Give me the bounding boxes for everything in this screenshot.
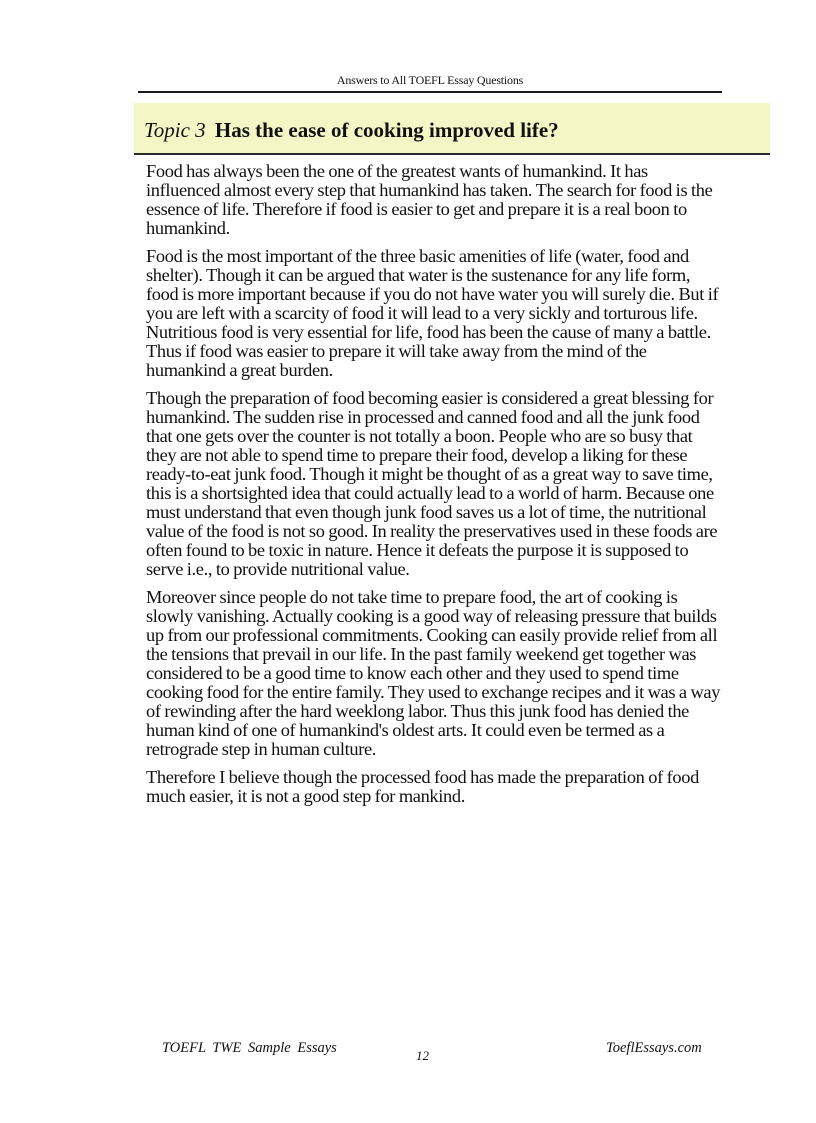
topic-label: Topic 3 <box>144 118 206 142</box>
footer-book-title: TOEFL TWE Sample Essays <box>162 1040 337 1056</box>
topic-banner <box>134 103 770 155</box>
topic-heading <box>144 117 559 143</box>
essay-body <box>146 162 724 815</box>
essay-paragraph-4: Moreover since people do not take time to prepare food, the art of cooking is slowly vanishing. Actually cooking is a good way of releasing pressure that builds up from our professional commitments. Cooking can easily provide relief from all the tensions that prevail in our life. In the past family weekend get together was considered to be a good time to know each other and they used to spend time cooking food for the entire family. They used to exchange recipes and it was a way of rewinding after the hard weeklong labor. Thus this junk food has denied the human kind of one of humankind's oldest arts. It could even be termed as a retrograde step in human culture. <box>146 587 721 759</box>
essay-paragraph-1: Food has always been the one of the greatest wants of humankind. It has influenced almost every step that humankind has taken. The search for food is the essence of life. Therefore if food is easier to get and prepare it is a real boon to humankind. <box>146 161 713 238</box>
header-rule <box>138 91 722 93</box>
essay-paragraph-2: Food is the most important of the three basic amenities of life (water, food and shelter). Though it can be argued that water is the sustenance for any life form, food is more important because if you do not have water you will surely die. But if you are left with a scarcity of food it will lead to a very sickly and torturous life. Nutritious food is very essential for life, food has been the cause of many a battle. Thus if food was easier to prepare it will take away from the mind of the humankind a great burden. <box>146 246 719 380</box>
page-number: 12 <box>416 1048 429 1063</box>
running-header: Answers to All TOEFL Essay Questions <box>336 73 524 87</box>
essay-paragraph-3: Though the preparation of food becoming easier is considered a great blessing for humankind. The sudden rise in processed and canned food and all the junk food that one gets over the counter is not totally a boon. People who are so busy that they are not able to spend time to prepare their food, develop a liking for these ready-to-eat junk food. Though it might be thought of as a great way to save time, this is a shortsighted idea that could actually lead to a world of harm. Because one must understand that even though junk food saves us a lot of time, the nutritional value of the food is not so good. In reality the preservatives used in these foods are often found to be toxic in nature. Hence it defeats the purpose it is supposed to serve i.e., to provide nutritional value. <box>146 388 718 579</box>
topic-title: Has the ease of cooking improved life? <box>214 118 559 142</box>
essay-paragraph-5: Therefore I believe though the processed food has made the preparation of food much easier, it is not a good step for mankind. <box>146 767 699 806</box>
footer-website: ToeflEssays.com <box>606 1040 702 1056</box>
